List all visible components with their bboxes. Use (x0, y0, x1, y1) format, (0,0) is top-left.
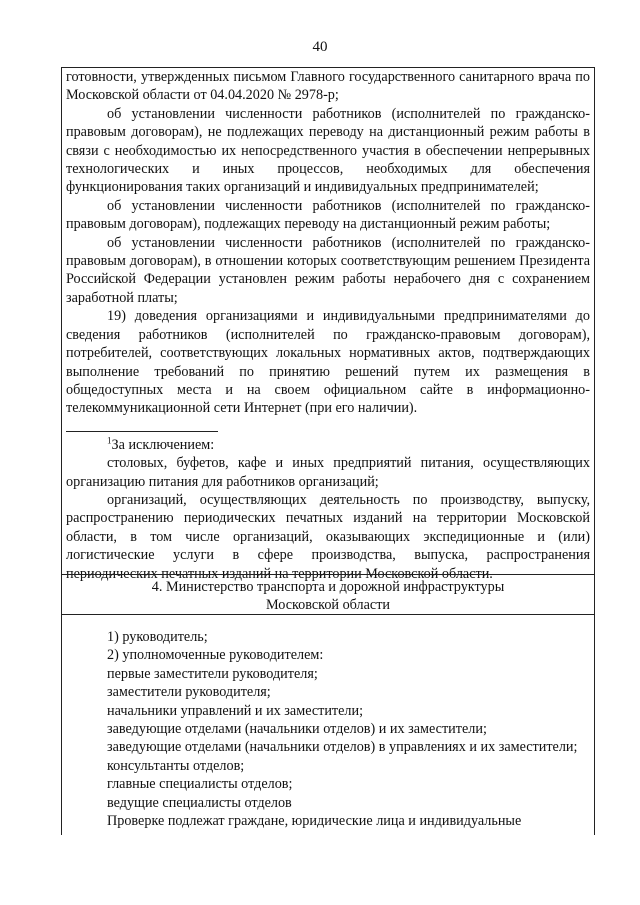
row-divider (62, 614, 594, 615)
document-table (61, 67, 595, 835)
paragraph: 19) доведения организациями и индивидуальными предпринимателями до сведения работников (исполнителей по гражданско-правовым договорам), потребителей, соответствующих локальных нормативных актов, подтверждающих выполнение требований по принятию решений путем их размещения в общедоступных места и на своем официальном сайте в информационно-телекоммуникационной сети Интернет (при его наличии). (66, 308, 590, 417)
paragraph: готовности, утвержденных письмом Главного государственного санитарного врача по Московской области от 04.04.2020 № 2978-р; (66, 69, 590, 104)
footnote-item: организаций, осуществляющих деятельность по производству, выпуску, распространению периодических печатных изданий на территории Московской области, в том числе организаций, оказывающих экспедиционные и (или) логистические услуги в сфере производства, выпуска, распространения периодических печатных изданий на территории Московской области. (66, 491, 590, 582)
list-item: заведующие отделами (начальники отделов) и их заместители; (107, 721, 487, 738)
list-item: начальники управлений и их заместители; (107, 702, 364, 719)
ministry-header (62, 578, 594, 615)
page-number: 40 (312, 39, 328, 55)
list-item: 2) уполномоченные руководителем: (107, 647, 324, 664)
footnote-rule (66, 431, 218, 432)
list-item: заведующие отделами (начальники отделов) в управлениях и их заместители; (107, 739, 578, 756)
paragraph: об установлении численности работников (исполнителей по гражданско-правовым договорам), подлежащих переводу на дистанционный режим работы; (66, 197, 590, 233)
paragraph: об установлении численности работников (исполнителей по гражданско-правовым договорам), не подлежащих переводу на дистанционный режим работы в связи с необходимостью их непосредственного участия в обеспечении непрерывных технологических и иных процессов, необходимых для обеспечения функционирования таких организаций и индивидуальных предпринимателей; (66, 105, 590, 196)
footnote-heading-text: За исключением: (111, 436, 215, 453)
list-item: ведущие специалисты отделов (107, 794, 292, 811)
row-divider (62, 574, 594, 575)
footnote-heading (66, 436, 590, 454)
list-item: главные специалисты отделов; (107, 776, 293, 793)
positions-list (66, 628, 590, 830)
list-item: 1) руководитель; (107, 629, 208, 645)
ministry-header-line: 4. Министерство транспорта и дорожной инфраструктуры (151, 579, 505, 595)
list-item: первые заместители руководителя; (107, 665, 318, 682)
paragraph: об установлении численности работников (исполнителей по гражданско-правовым договорам), в отношении которых соответствующим решением Президента Российской Федерации установлен режим работы нерабочего дня с сохранением заработной платы; (66, 234, 590, 306)
measures-section (66, 68, 590, 582)
footnote-marker: 1 (107, 434, 112, 445)
ministry-header-line: Московской области (265, 597, 390, 614)
list-item: консультанты отделов; (107, 757, 245, 774)
list-item: Проверке подлежат граждане, юридические лица и индивидуальные (107, 813, 522, 830)
footnote-item: столовых, буфетов, кафе и иных предприятий питания, осуществляющих организацию питания для работников организаций; (66, 455, 590, 490)
list-item: заместители руководителя; (107, 684, 271, 701)
